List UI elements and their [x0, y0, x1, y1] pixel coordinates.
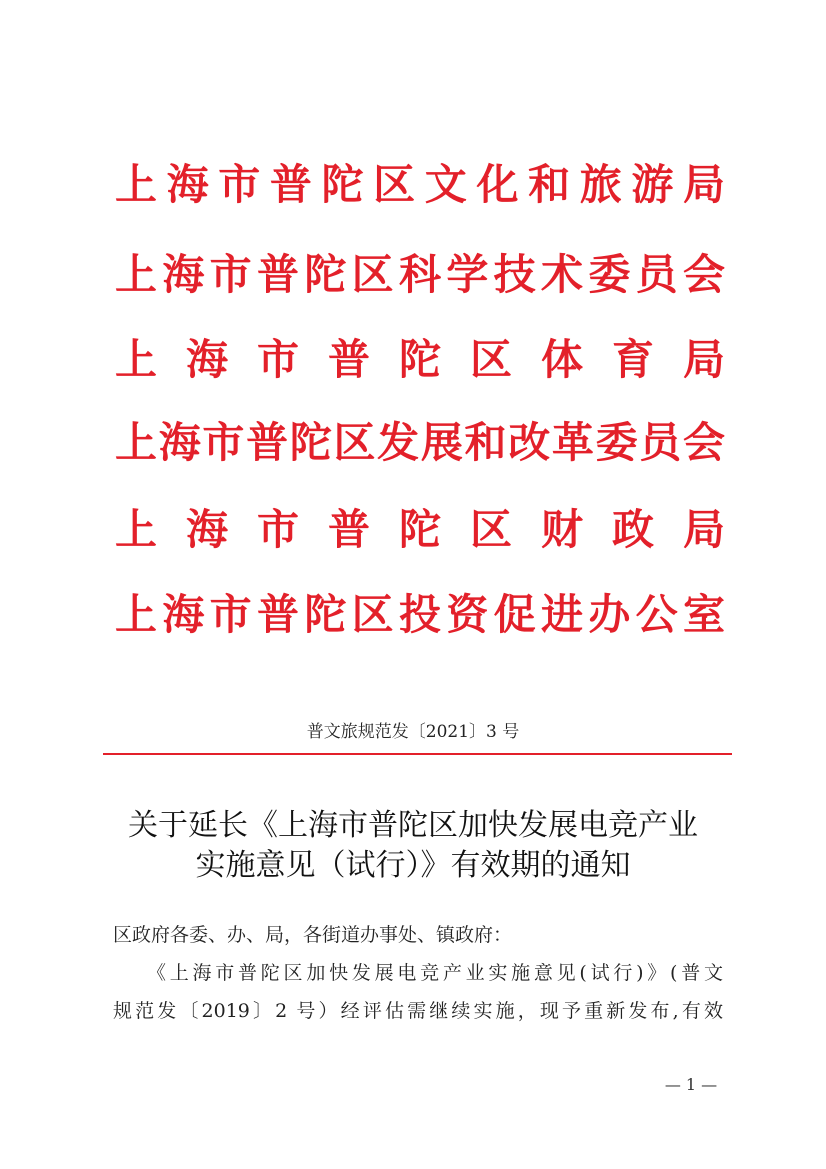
- agency-name-investment-promotion: 上海市普陀区投资促进办公室: [115, 590, 725, 639]
- document-title-line-1: 关于延长《上海市普陀区加快发展电竞产业: [128, 808, 698, 843]
- agency-name-sports: 上海市普陀区体育局: [115, 335, 725, 384]
- page-number: — 1 —: [664, 1075, 718, 1094]
- body-paragraph-line-1: 《上海市普陀区加快发展电竞产业实施意见(试行)》(普文: [147, 962, 723, 984]
- agency-name-culture-tourism: 上海市普陀区文化和旅游局: [115, 160, 725, 209]
- body-paragraph-line-2: 规范发〔2019〕2 号）经评估需继续实施，现予重新发布,有效: [113, 1000, 723, 1022]
- document-number: 普文旅规范发〔2021〕3 号: [306, 722, 520, 742]
- agency-name-development-reform: 上海市普陀区发展和改革委员会: [115, 418, 725, 467]
- agency-name-finance: 上海市普陀区财政局: [115, 505, 725, 554]
- salutation: 区政府各委、办、局，各街道办事处、镇政府：: [113, 924, 513, 946]
- document-title-line-2: 实施意见（试行）》有效期的通知: [195, 848, 631, 883]
- red-divider-line: [103, 753, 732, 755]
- agency-name-science-technology: 上海市普陀区科学技术委员会: [115, 250, 725, 299]
